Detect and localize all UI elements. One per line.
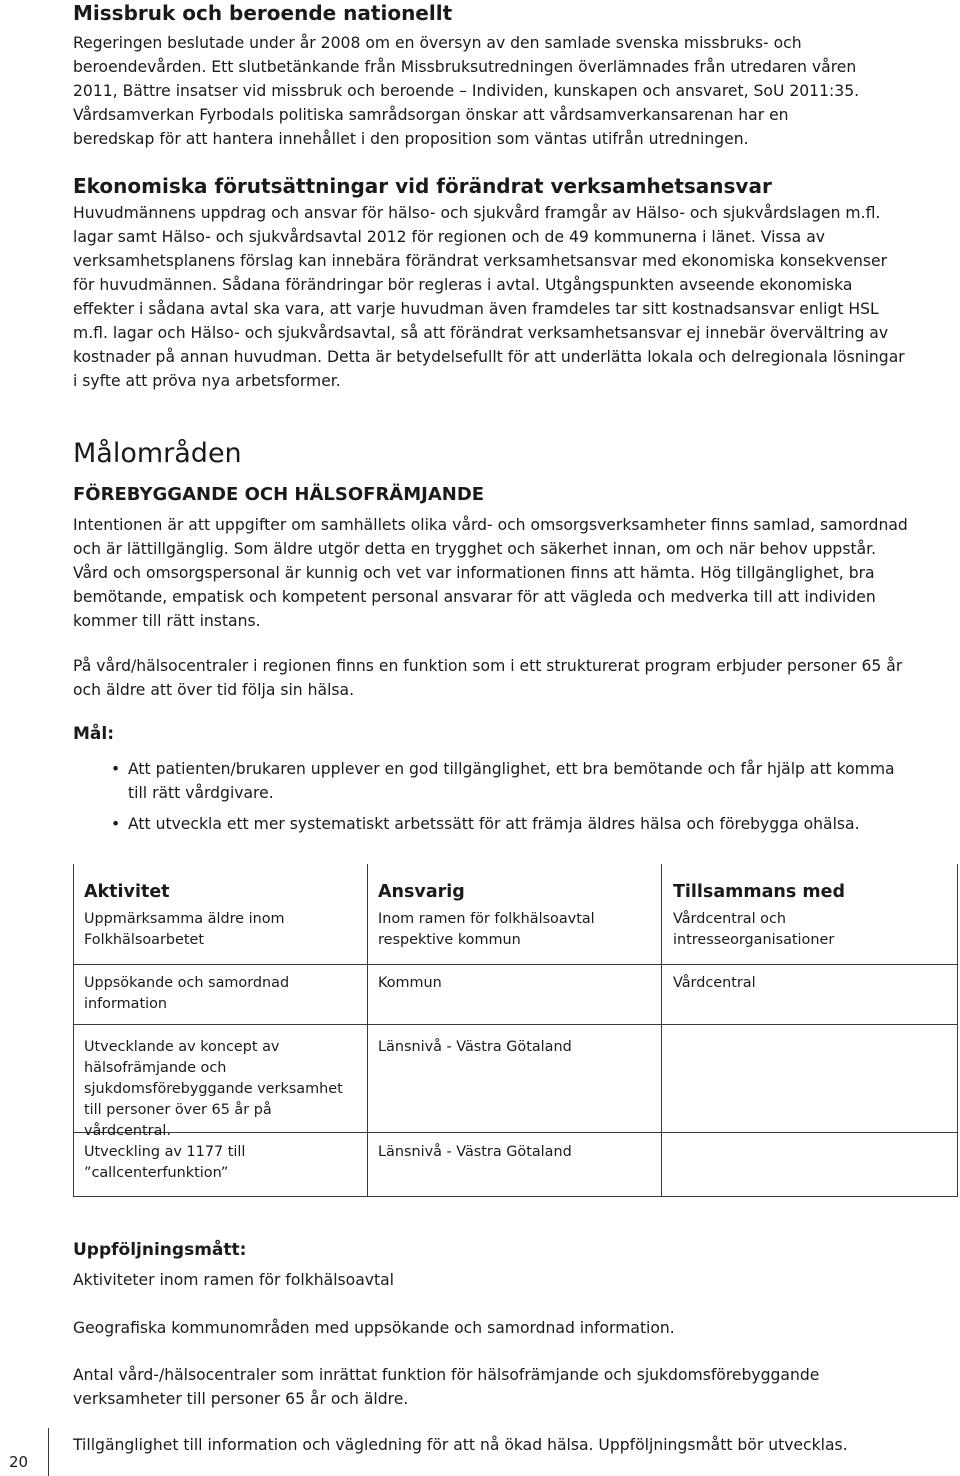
table-cell: Uppsökande och samordnad information: [84, 975, 290, 1012]
uppfoljning-item: Tillgänglighet till information och vägledning för att nå ökad hälsa. Uppföljningsmått bör utvecklas.: [73, 1436, 848, 1454]
subtitle-forebyggande: FÖREBYGGANDE OCH HÄLSOFRÄMJANDE: [73, 484, 485, 505]
table-cell: Kommun: [378, 975, 442, 991]
section-paragraph-missbruk: Regeringen beslutade under år 2008 om en översyn av den samlade svenska missbruks- och beroendevården. Ett slutbetänkande från Missbruksutredningen överlämnades från utredaren våren 2011, Bättre insatser vid missbruk och beroende – Individen, kunskapen och ansvaret, SoU 2011:35. Vårdsamverkan Fyrbodals politiska samrådsorgan önskar att vårdsamverkansarenan har en beredskap för att hantera innehållet i den proposition som väntas utifrån utredningen.: [73, 34, 860, 148]
table-header-tillsammans: Tillsammans med: [673, 882, 846, 902]
goals-label: Mål:: [73, 724, 115, 744]
table-cell: Länsnivå - Västra Götaland: [378, 1039, 572, 1055]
bullet-icon: •: [111, 815, 121, 833]
uppfoljning-item: Geografiska kommunområden med uppsökande och samordnad information.: [73, 1319, 675, 1337]
table-header-aktivitet: Aktivitet: [84, 882, 170, 902]
page-number-divider: [48, 1428, 49, 1476]
goal-text: Att patienten/brukaren upplever en god tillgänglighet, ett bra bemötande och får hjälp att komma till rätt vårdgivare.: [128, 760, 895, 802]
table-cell: Länsnivå - Västra Götaland: [378, 1144, 572, 1160]
table-cell: Vårdcentral: [673, 975, 756, 991]
goal-item: [73, 757, 913, 805]
goal-text: Att utveckla ett mer systematiskt arbetssätt för att främja äldres hälsa och förebygga ohälsa.: [128, 815, 860, 833]
table-cell: Utvecklande av koncept av hälsofrämjande och sjukdomsförebyggande verksamhet till personer över 65 år på vårdcentral.: [84, 1039, 343, 1139]
table-cell: Uppmärksamma äldre inom Folkhälsoarbetet: [84, 911, 285, 948]
table-grid-line: [661, 864, 662, 1197]
table-cell: Utveckling av 1177 till ”callcenterfunktion”: [84, 1144, 246, 1181]
vardcentral-paragraph: På vård/hälsocentraler i regionen finns en funktion som i ett strukturerat program erbjuder personer 65 år och äldre att över tid följa sin hälsa.: [73, 657, 903, 699]
bullet-icon: •: [111, 760, 121, 778]
uppfoljning-heading: Uppföljningsmått:: [73, 1240, 247, 1260]
table-grid-line: [73, 964, 958, 965]
intro-paragraph: Intentionen är att uppgifter om samhällets olika vård- och omsorgsverksamheter finns samlad, samordnad och är lättillgänglig. Som äldre utgör detta en trygghet och säkerhet innan, om och när behov uppstår. Vård och omsorgspersonal är kunnig och vet var informationen finns att hämta. Hög tillgänglighet, bra bemötande, empatisk och kompetent personal ansvarar för att vägleda och medverka till att individen kommer till rätt instans.: [73, 516, 908, 630]
activity-table: [73, 864, 958, 1197]
table-cell: Inom ramen för folkhälsoavtal respektive kommun: [378, 911, 595, 948]
section-heading-ekonomiska: Ekonomiska förutsättningar vid förändrat verksamhetsansvar: [73, 174, 772, 198]
table-grid-line: [957, 864, 958, 1197]
uppfoljning-item: Aktiviteter inom ramen för folkhälsoavtal: [73, 1271, 394, 1289]
uppfoljning-item: Antal vård-/hälsocentraler som inrättat funktion för hälsofrämjande och sjukdomsförebyggande verksamheter till personer 65 år och äldre.: [73, 1366, 820, 1408]
table-grid-line: [73, 864, 74, 1197]
table-header-ansvarig: Ansvarig: [378, 882, 465, 902]
table-grid-line: [367, 864, 368, 1197]
page-number: 20: [9, 1453, 29, 1471]
table-grid-line: [73, 1196, 958, 1197]
page-title-malomraden: Målområden: [73, 438, 242, 469]
goal-item: [73, 812, 913, 836]
section-paragraph-ekonomiska: Huvudmännens uppdrag och ansvar för hälso- och sjukvård framgår av Hälso- och sjukvårdslagen m.fl. lagar samt Hälso- och sjukvårdsavtal 2012 för regionen och de 49 kommunerna i länet. Vissa av verksamhetsplanens förslag kan innebära förändrat verksamhetsansvar med ekonomiska konsekvenser för huvudmännen. Sådana förändringar bör regleras i avtal. Utgångspunkten avseende ekonomiska effekter i sådana avtal ska vara, att varje huvudman även framdeles tar sitt kostnadsansvar enligt HSL m.fl. lagar och Hälso- och sjukvårdsavtal, så att förändrat verksamhetsansvar ej innebär övervältring av kostnader på annan huvudman. Detta är betydelsefullt för att underlätta lokala och delregionala lösningar i syfte att pröva nya arbetsformer.: [73, 204, 905, 390]
table-grid-line: [73, 1024, 958, 1025]
table-cell: Vårdcentral och intresseorganisationer: [673, 911, 835, 948]
goals-list: [73, 757, 913, 836]
section-heading-missbruk: Missbruk och beroende nationellt: [73, 1, 453, 25]
